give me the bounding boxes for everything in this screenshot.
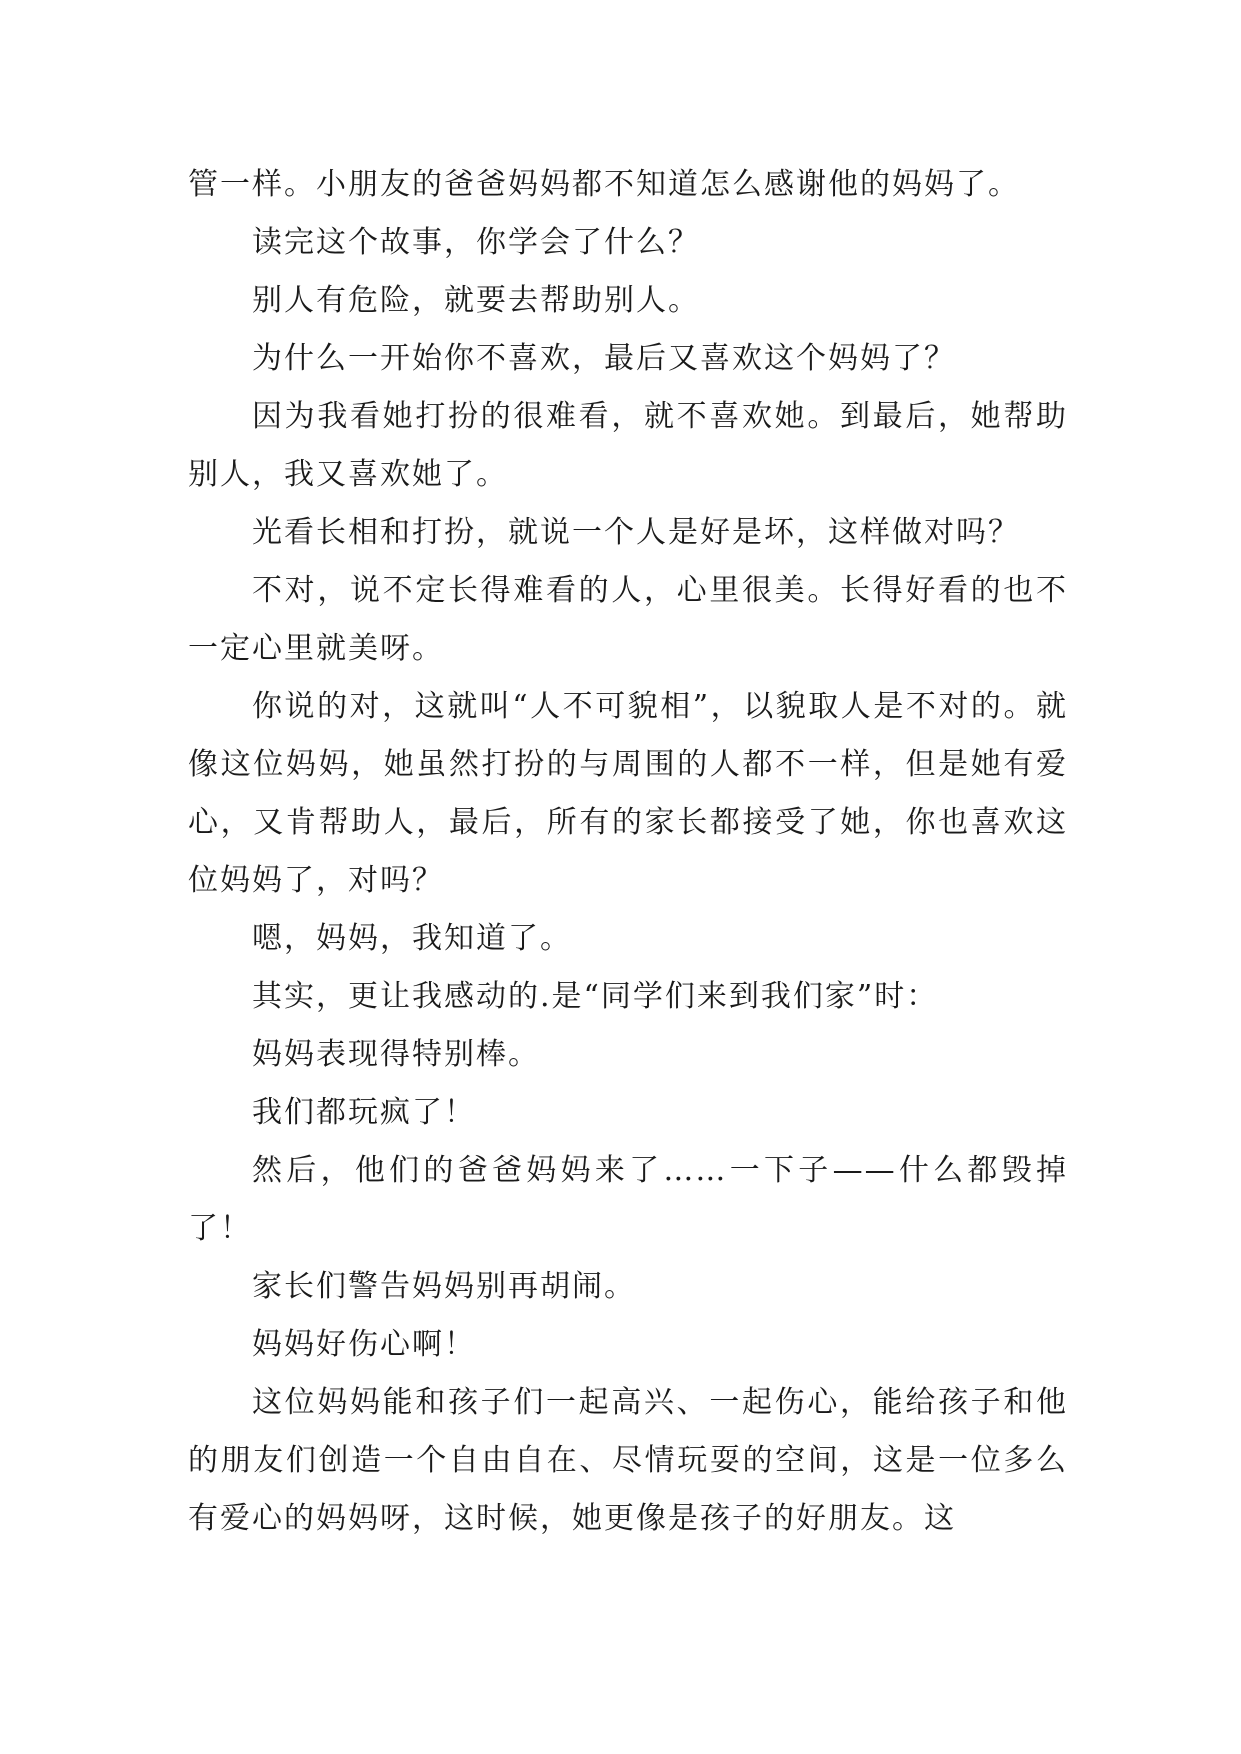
paragraph: 因为我看她打扮的很难看，就不喜欢她。到最后，她帮助别人，我又喜欢她了。 [188,399,1068,492]
paragraph: 别人有危险，就要去帮助别人。 [252,283,700,318]
paragraph: 光看长相和打扮，就说一个人是好是坏，这样做对吗？ [252,515,1020,550]
paragraph: 不对，说不定长得难看的人，心里很美。长得好看的也不一定心里就美呀。 [188,573,1068,666]
paragraph: 妈妈表现得特别棒。 [252,1037,540,1072]
document-body [188,156,1068,1548]
paragraph: 然后，他们的爸爸妈妈来了……一下子——什么都毁掉了！ [188,1153,1068,1246]
paragraph: 你说的对，这就叫“人不可貌相”，以貌取人是不对的。就像这位妈妈，她虽然打扮的与周围的人都不一样，但是她有爱心，又肯帮助人，最后，所有的家长都接受了她，你也喜欢这位妈妈了，对吗？ [188,689,1068,898]
paragraph: 为什么一开始你不喜欢，最后又喜欢这个妈妈了？ [252,341,956,376]
paragraph: 嗯，妈妈，我知道了。 [252,921,572,956]
paragraph: 管一样。小朋友的爸爸妈妈都不知道怎么感谢他的妈妈了。 [188,167,1020,202]
paragraph: 这位妈妈能和孩子们一起高兴、一起伤心，能给孩子和他的朋友们创造一个自由自在、尽情玩耍的空间，这是一位多么有爱心的妈妈呀，这时候，她更像是孩子的好朋友。这 [188,1385,1068,1536]
paragraph: 其实，更让我感动的.是“同学们来到我们家”时： [252,979,939,1014]
paragraph: 读完这个故事，你学会了什么？ [252,225,700,260]
paragraph: 妈妈好伤心啊！ [252,1327,476,1362]
paragraph: 我们都玩疯了！ [252,1095,476,1130]
paragraph: 家长们警告妈妈别再胡闹。 [252,1269,636,1304]
